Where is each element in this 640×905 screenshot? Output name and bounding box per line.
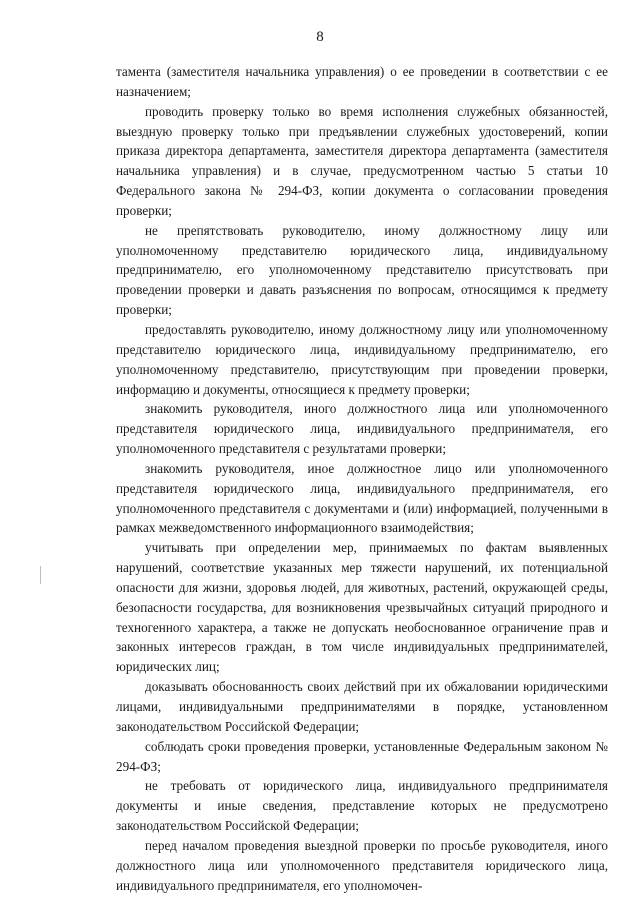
paragraph-inspection-timing: проводить проверку только во время исполнения служебных обязанностей, выездную проверку только при предъявлении служебных удостоверений, копии приказа директора департамента, заместителя директора департамента (заместителя начальника управления) и в случае, предусмотренном частью 5 статьи 10 Федерального закона № 294-ФЗ, копии документа о согласовании проведения проверки;	[116, 103, 608, 218]
paragraph-continuation: тамента (заместителя начальника управления) о ее проведении в соответствии с ее назначением;	[116, 64, 608, 99]
paragraph-before-onsite-inspection: перед началом проведения выездной проверки по просьбе руководителя, иного должностного лица или уполномоченного представителя юридического лица, индивидуального предпринимателя, его уполномочен-	[116, 837, 608, 893]
paragraph-familiarize-results: знакомить руководителя, иного должностного лица или уполномоченного представителя юридического лица, индивидуального предпринимателя, его уполномоченного представителя с результатами проверки;	[116, 401, 608, 457]
paragraph-justify-actions: доказывать обоснованность своих действий при их обжаловании юридическими лицами, индивидуальными предпринимателями в порядке, установленном законодательством Российской Федерации;	[116, 679, 608, 734]
page-number: 8	[316, 29, 324, 45]
paragraph-provide-information: предоставлять руководителю, иному должностному лицу или уполномоченному представителю юридического лица, индивидуальному предпринимателю, его уполномоченному представителю, присутствующим при проведении проверки, информацию и документы, относящиеся к предмету проверки;	[116, 321, 608, 397]
paragraph-no-extra-documents: не требовать от юридического лица, индивидуального предпринимателя документы и иные сведения, представление которых не предусмотрено законодательством Российской Федерации;	[116, 778, 608, 834]
paragraph-familiarize-documents: знакомить руководителя, иное должностное лицо или уполномоченного представителя юридического лица, индивидуального предпринимателя, его уполномоченного представителя с документами и (или) информацией, полученными в рамках межведомственного информационного взаимодействия;	[116, 460, 608, 536]
paragraph-proportional-measures: учитывать при определении мер, принимаемых по фактам выявленных нарушений, соответствие указанных мер тяжести нарушений, их потенциальной опасности для жизни, здоровья людей, для животных, растений, окружающей среды, безопасности государства, для возникновения чрезвычайных ситуаций природного и техногенного характера, а также не допускать необоснованное ограничение прав и законных интересов граждан, в том числе индивидуальных предпринимателей, юридических лиц;	[116, 540, 608, 675]
paragraph-no-obstruction: не препятствовать руководителю, иному должностному лицу или уполномоченному представителю юридического лица, индивидуальному предпринимателю, его уполномоченному представителю присутствовать при проведении проверки и давать разъяснения по вопросам, относящимся к предмету проверки;	[116, 222, 608, 318]
paragraph-observe-deadlines: соблюдать сроки проведения проверки, установленные Федеральным законом № 294-ФЗ;	[116, 738, 608, 774]
document-body	[116, 62, 608, 895]
margin-scan-mark	[40, 566, 41, 584]
